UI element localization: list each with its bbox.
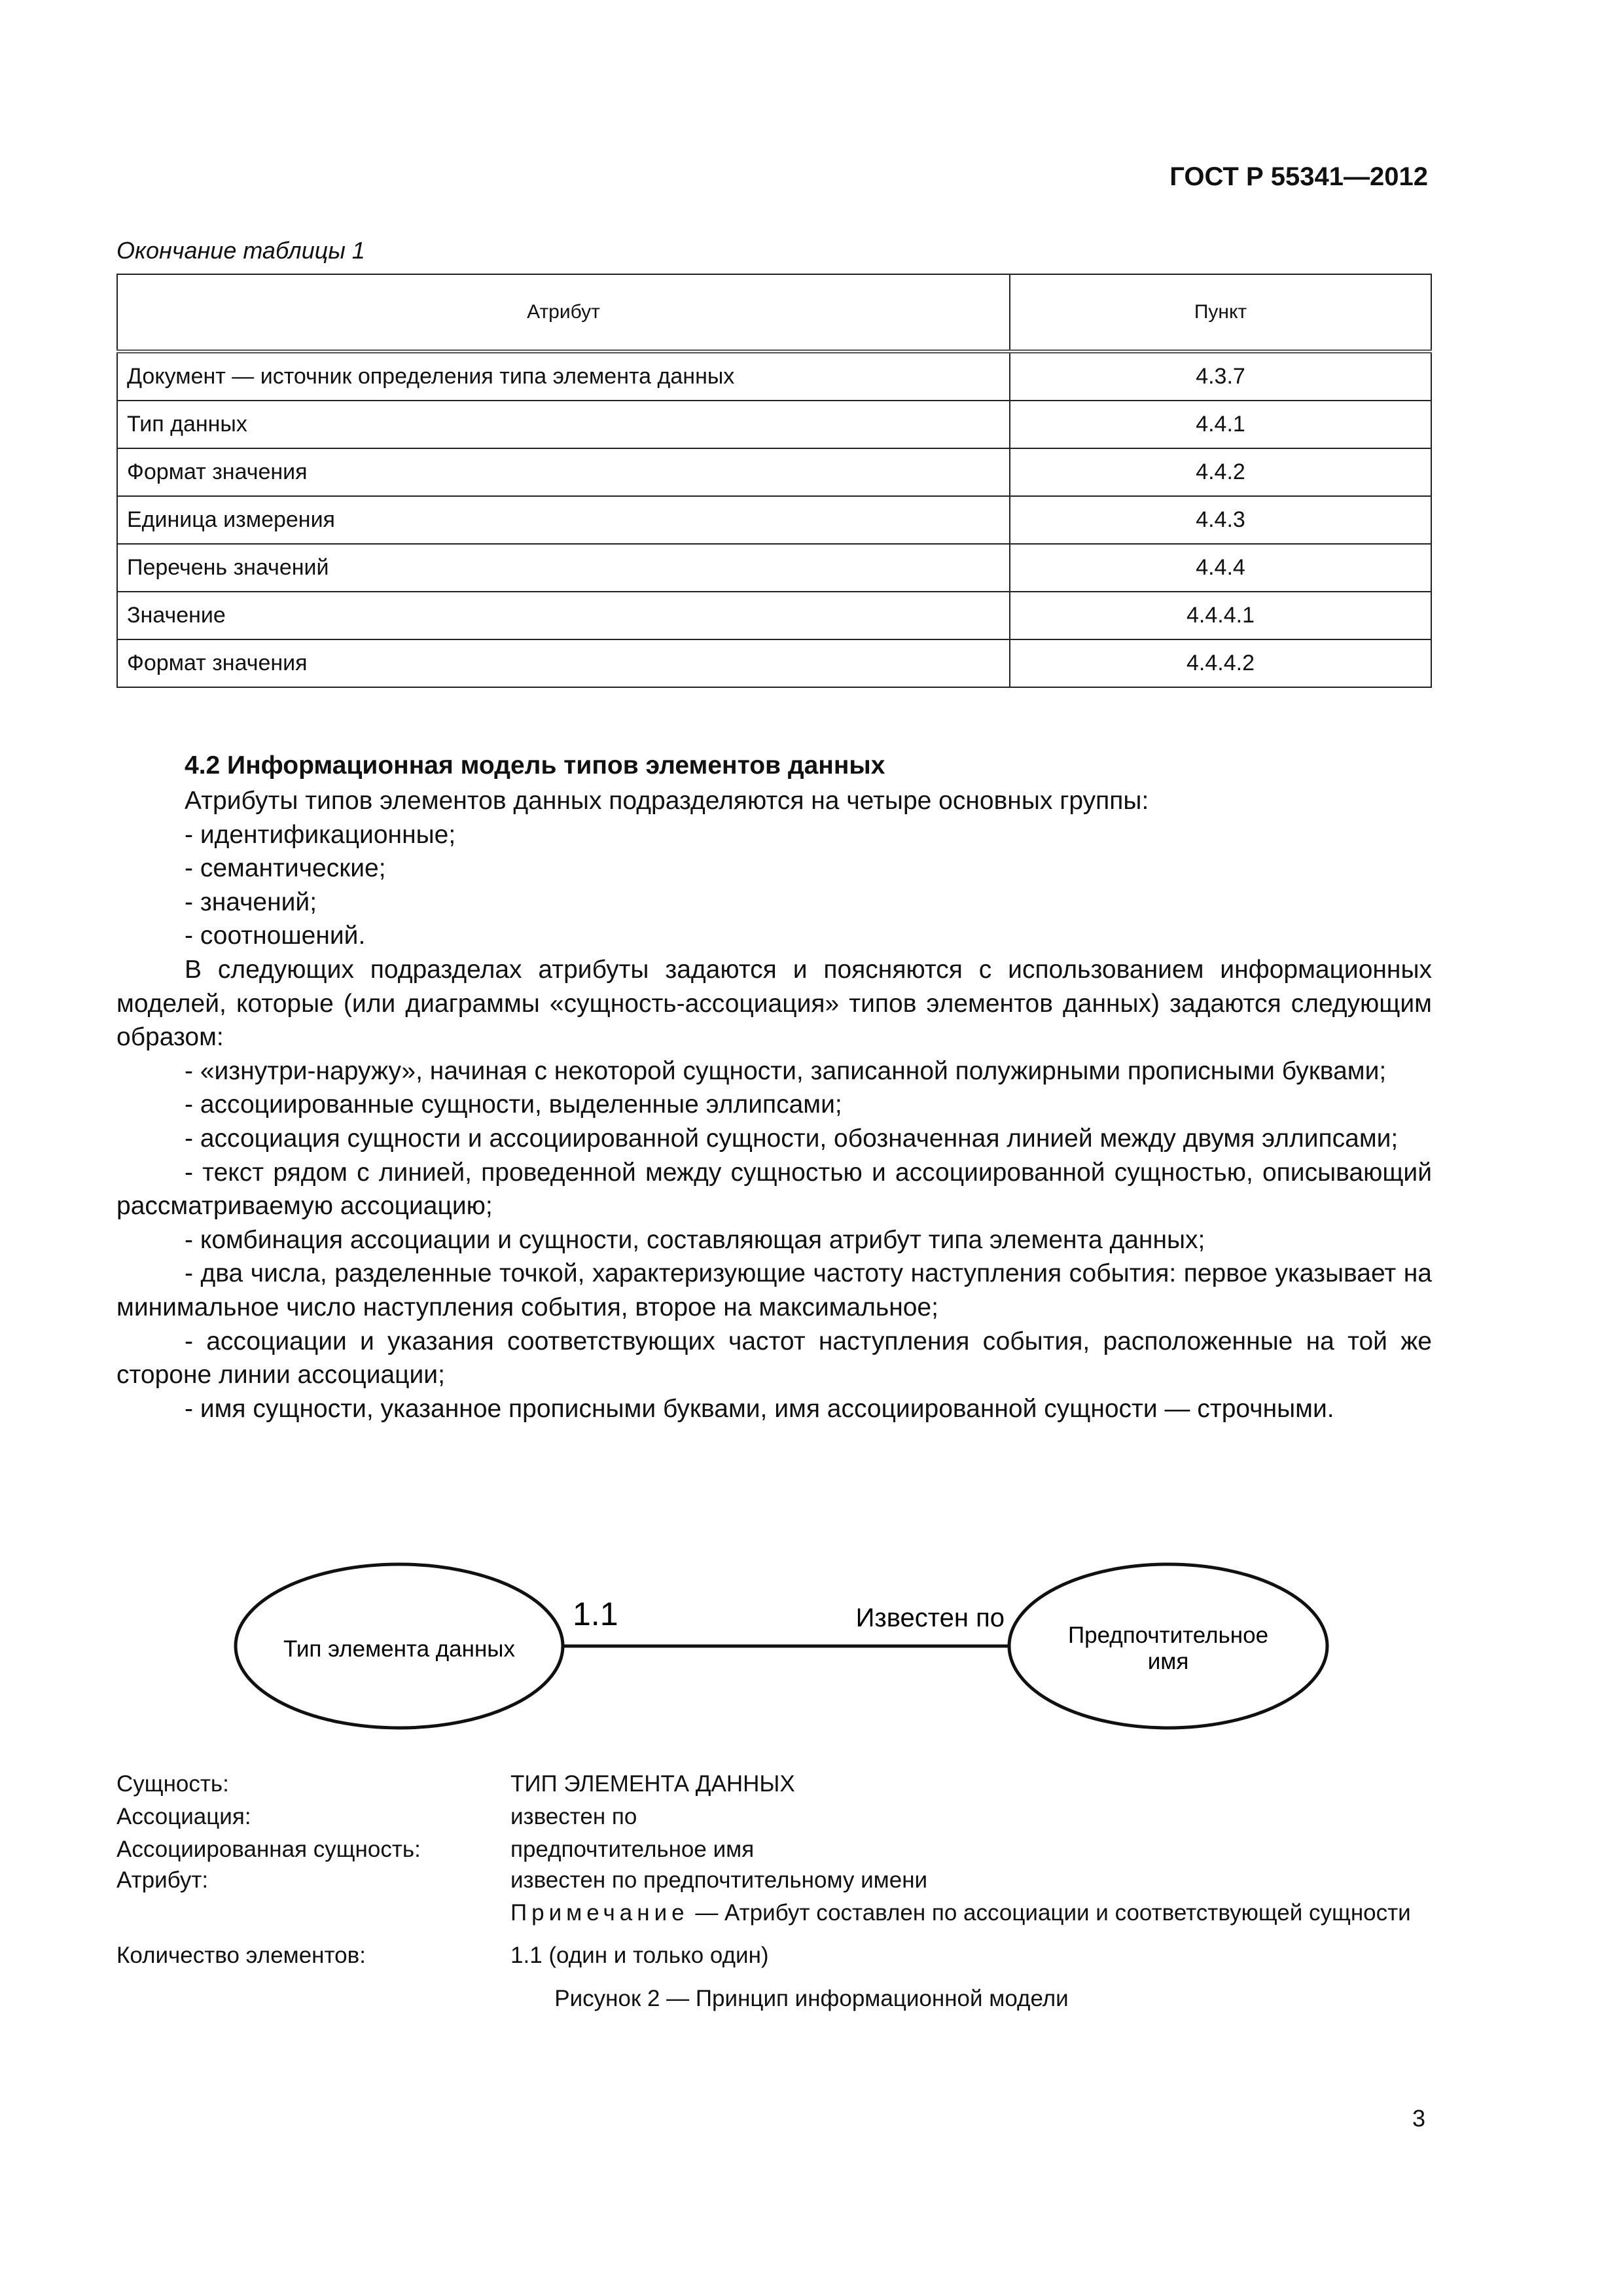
association-def-value: известен по [510,1804,637,1829]
attribute-cell: Единица измерения [117,496,1010,544]
note-text: — Атрибут составлен по ассоциации и соответствующей сущности [688,1900,1411,1926]
clause-cell: 4.4.1 [1010,401,1431,448]
attribute-cell: Формат значения [117,448,1010,496]
attribute-cell: Документ — источник определения типа элемента данных [117,351,1010,401]
entity-label: Тип элемента данных [283,1636,515,1662]
attribute-def-label: Атрибут: [116,1867,209,1893]
rule-item: - текст рядом с линией, проведенной между сущностью и ассоциированной сущностью, описывающий рассматриваемую ассоциацию; [116,1158,1432,1221]
column-header-clause: Пункт [1010,274,1431,351]
attribute-cell: Значение [117,592,1010,639]
associated-def-label: Ассоциированная сущность: [116,1837,421,1862]
attribute-cell: Перечень значений [117,544,1010,592]
count-def-value: 1.1 (один и только один) [510,1943,769,1968]
information-model-diagram [232,1554,1332,1731]
rule-item: - комбинация ассоциации и сущности, составляющая атрибут типа элемента данных; [185,1225,1205,1254]
associated-entity-label-line1: Предпочтительное [1067,1623,1269,1648]
column-header-attribute: Атрибут [117,274,1010,351]
rule-item: - имя сущности, указанное прописными буквами, имя ассоциированной сущности — строчными. [185,1394,1334,1423]
table-row [117,351,1431,401]
clause-cell: 4.4.4 [1010,544,1431,592]
section-title: 4.2 Информационная модель типов элементов данных [185,751,885,780]
table-row [117,544,1431,592]
clause-cell: 4.3.7 [1010,351,1431,401]
table-row [117,639,1431,687]
table-header-row [117,274,1431,351]
section-body [116,784,1432,1426]
group-item: - семантические; [185,854,386,883]
section-paragraph: В следующих подразделах атрибуты задаются и поясняются с использованием информационных моделей, которые (или диаграммы «сущность-ассоциация» типов элементов данных) задаются следующим образом: [116,955,1432,1052]
clause-cell: 4.4.4.1 [1010,592,1431,639]
table-row [117,592,1431,639]
association-def-label: Ассоциация: [116,1804,251,1829]
clause-cell: 4.4.2 [1010,448,1431,496]
figure-caption: Рисунок 2 — Принцип информационной модели [554,1986,1069,2011]
clause-cell: 4.4.4.2 [1010,639,1431,687]
standard-code: ГОСТ Р 55341—2012 [1169,162,1428,191]
rule-item: - два числа, разделенные точкой, характеризующие частоту наступления события: первое указывает на минимальное число наступления события, второе на максимальное; [116,1259,1432,1321]
table-row [117,401,1431,448]
attribute-def-value: известен по предпочтительному имени [510,1867,928,1893]
clause-cell: 4.4.3 [1010,496,1431,544]
table-caption: Окончание таблицы 1 [116,237,365,264]
group-item: - значений; [185,888,317,916]
attribute-cell: Тип данных [117,401,1010,448]
rule-item: - «изнутри-наружу», начиная с некоторой сущности, записанной полужирными прописными буквами; [185,1056,1387,1085]
section-intro: Атрибуты типов элементов данных подразделяются на четыре основных группы: [185,787,1149,815]
rule-item: - ассоциации и указания соответствующих частот наступления события, расположенные на той же стороне линии ассоциации; [116,1327,1432,1390]
count-def-label: Количество элементов: [116,1943,366,1968]
table-row [117,448,1431,496]
rule-item: - ассоциированные сущности, выделенные эллипсами; [185,1090,842,1119]
page-number: 3 [1412,2105,1425,2132]
attribute-cell: Формат значения [117,639,1010,687]
table-row [117,496,1431,544]
association-label: Известен по [855,1604,1005,1632]
figure-note [510,1898,1414,1928]
entity-def-value: ТИП ЭЛЕМЕНТА ДАННЫХ [510,1771,795,1797]
entity-def-label: Сущность: [116,1771,229,1797]
attributes-table [116,274,1432,688]
associated-entity-label-line2: имя [1147,1649,1189,1674]
associated-def-value: предпочтительное имя [510,1837,755,1862]
group-item: - соотношений. [185,922,366,950]
note-word: Примечание [510,1900,689,1926]
group-item: - идентификационные; [185,820,456,849]
rule-item: - ассоциация сущности и ассоциированной сущности, обозначенная линией между двумя эллипсами; [185,1124,1399,1153]
cardinality-label: 1.1 [573,1596,618,1632]
